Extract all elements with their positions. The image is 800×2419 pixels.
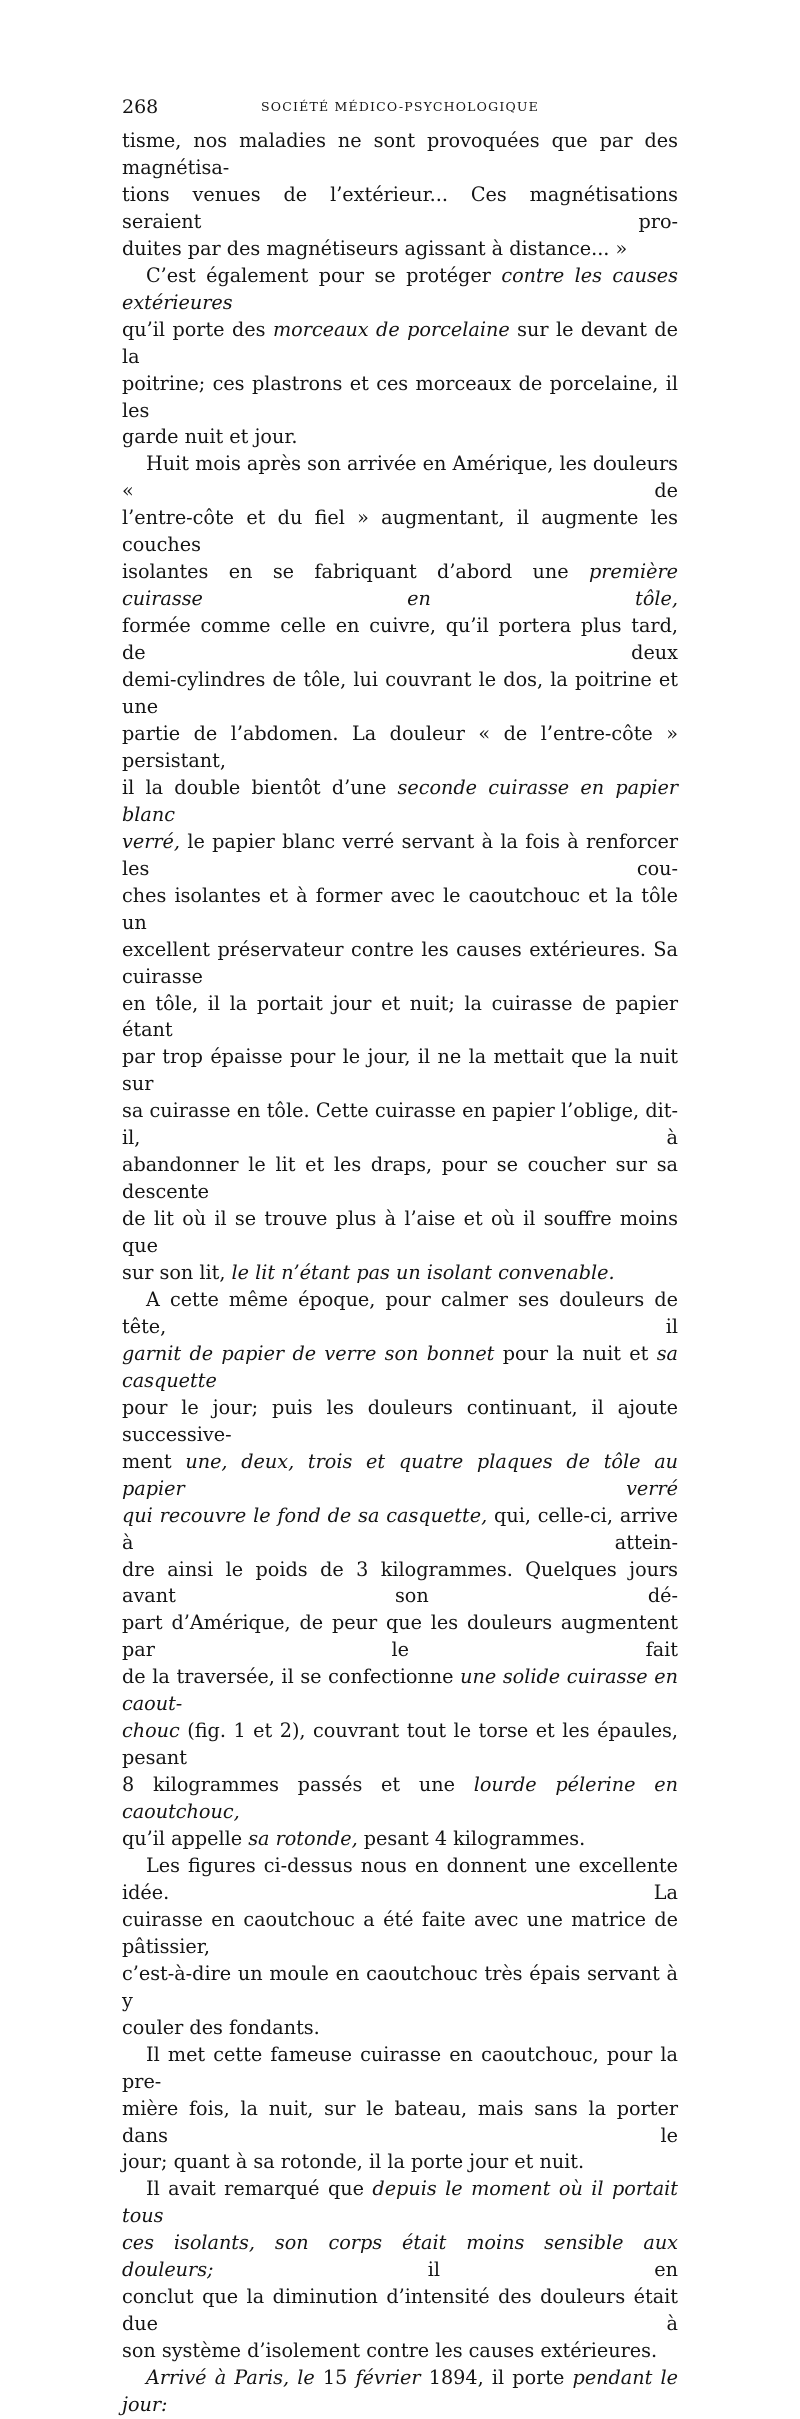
italic-text: première cuirasse en tôle, <box>122 560 678 611</box>
text-run: tisme, nos maladies ne sont provoquées que par des magnétisa- <box>122 129 678 179</box>
italic-text: le lit n’étant pas un isolant convenable. <box>231 1261 615 1285</box>
text-line <box>122 1260 678 1287</box>
text-run: cuirasse en caoutchouc a été faite avec une matrice de pâtissier, <box>122 1907 678 1958</box>
text-line <box>122 1557 678 1611</box>
text-run: isolantes en se fabriquant d’abord une <box>122 560 589 584</box>
paragraph <box>122 128 678 263</box>
text-run: formée comme celle en cuivre, qu’il portera plus tard, de deux <box>122 614 678 665</box>
text-line <box>122 1907 678 1961</box>
text-run: tions venues de l’extérieur... Ces magnétisations seraient pro- <box>122 182 678 233</box>
text-run: Huit mois après son arrivée en Amérique, les douleurs « de <box>122 452 678 503</box>
text-line <box>122 2365 678 2419</box>
italic-text: verré, <box>122 829 180 853</box>
text-run: qui, celle-ci, arrive à attein- <box>122 1503 678 1554</box>
text-run: ches isolantes et à former avec le caoutchouc et la tôle un <box>122 883 678 934</box>
text-run: Les figures ci-dessus nous en donnent une excellente idée. La <box>122 1854 678 1904</box>
paragraph <box>122 2365 678 2419</box>
text-line <box>122 2042 678 2096</box>
italic-text: une, deux, trois et quatre plaques de tôle au papier verré <box>122 1449 678 1500</box>
italic-text: seconde cuirasse en papier blanc <box>122 775 678 826</box>
text-line <box>122 883 678 937</box>
text-line <box>122 1044 678 1098</box>
text-line <box>122 1718 678 1772</box>
text-line <box>122 182 678 236</box>
text-line <box>122 2096 678 2150</box>
text-line <box>122 1449 678 1503</box>
text-line <box>122 128 678 182</box>
text-line <box>122 2284 678 2338</box>
text-line <box>122 451 678 505</box>
text-run: 15 <box>314 2366 356 2390</box>
page-header <box>122 92 678 122</box>
text-run: Il met cette fameuse cuirasse en caoutchouc, pour la pre- <box>122 2042 678 2093</box>
text-run: A cette même époque, pour calmer ses douleurs de tête, il <box>122 1287 678 1338</box>
italic-text: morceaux de porcelaine <box>272 317 510 341</box>
italic-text: Arrivé à Paris, le <box>146 2366 315 2390</box>
text-run: (fig. 1 et 2), couvrant tout le torse et les épaules, pesant <box>122 1719 678 1770</box>
text-run: de la traversée, il se confectionne <box>122 1665 461 1689</box>
text-line <box>122 1152 678 1206</box>
text-run: c’est-à-dire un moule en caoutchouc très épais servant à y <box>122 1961 678 2012</box>
italic-text: ces isolants, son corps était moins sensible aux douleurs; <box>122 2231 678 2282</box>
text-run: couler des fondants. <box>122 2015 320 2039</box>
text-run: dre ainsi le poids de 3 kilogrammes. Quelques jours avant son dé- <box>122 1557 678 1608</box>
text-line <box>122 424 678 451</box>
text-line <box>122 1826 678 1853</box>
text-line <box>122 613 678 667</box>
text-run: il la double bientôt d’une <box>122 775 398 799</box>
text-run: pour le jour; puis les douleurs continuant, il ajoute successive- <box>122 1395 678 1446</box>
text-run: sa cuirasse en tôle. Cette cuirasse en papier l’oblige, dit-il, à <box>122 1099 678 1150</box>
italic-text: sa rotonde, <box>248 1827 358 1851</box>
text-run: ment <box>122 1449 186 1473</box>
text-run: l’entre-côte et du fiel » augmentant, il augmente les couches <box>122 506 678 557</box>
text-run: jour; quant à sa rotonde, il la porte jour et nuit. <box>122 2150 585 2174</box>
text-line <box>122 1287 678 1341</box>
text-run: garde nuit et jour. <box>122 425 298 449</box>
text-line <box>122 1395 678 1449</box>
text-line <box>122 1610 678 1664</box>
italic-text: février <box>355 2366 421 2390</box>
text-line <box>122 1503 678 1557</box>
text-run: excellent préservateur contre les causes extérieures. Sa cuirasse <box>122 937 678 988</box>
text-run: pesant 4 kilogrammes. <box>357 1827 586 1851</box>
paragraph <box>122 2176 678 2365</box>
text-run: sur le devant de la <box>122 317 679 368</box>
text-line <box>122 2149 678 2176</box>
text-run: 8 kilogrammes passés et une <box>122 1773 474 1797</box>
text-line <box>122 2338 678 2365</box>
text-run: qu’il porte des <box>122 317 273 341</box>
text-line <box>122 937 678 991</box>
text-run: C’est également pour se protéger <box>146 263 502 287</box>
text-run: de lit où il se trouve plus à l’aise et où il souffre moins que <box>122 1207 678 1258</box>
text-line <box>122 667 678 721</box>
text-run: partie de l’abdomen. La douleur « de l’entre-côte » persistant, <box>122 721 678 772</box>
text-run: le papier blanc verré servant à la fois à renforcer les cou- <box>122 829 678 880</box>
paragraph <box>122 451 678 1287</box>
text-line <box>122 559 678 613</box>
paragraph <box>122 2042 678 2177</box>
italic-text: garnit de papier de verre son bonnet <box>122 1341 495 1365</box>
text-line <box>122 317 678 371</box>
page-number: 268 <box>122 96 159 118</box>
paragraph <box>122 263 678 452</box>
text-line <box>122 991 678 1045</box>
text-line <box>122 2176 678 2230</box>
text-line <box>122 1098 678 1152</box>
text-run: mière fois, la nuit, sur le bateau, mais sans la porter dans le <box>122 2096 678 2147</box>
text-line <box>122 1206 678 1260</box>
text-run: 1894, il porte <box>420 2366 573 2390</box>
paragraph <box>122 1287 678 1853</box>
italic-text: depuis le moment où il portait tous <box>122 2177 678 2228</box>
text-line <box>122 236 678 263</box>
text-line <box>122 371 678 425</box>
text-run: abandonner le lit et les draps, pour se coucher sur sa descente <box>122 1153 678 1204</box>
body-text <box>122 128 678 2419</box>
text-line <box>122 1341 678 1395</box>
italic-text: lourde pélerine en caoutchouc, <box>122 1773 678 1824</box>
text-line <box>122 1961 678 2015</box>
text-line <box>122 505 678 559</box>
text-run: il en <box>213 2258 678 2282</box>
text-run: Il avait remarqué que <box>146 2177 373 2201</box>
text-run: poitrine; ces plastrons et ces morceaux de porcelaine, il les <box>122 371 678 422</box>
running-title: SOCIÉTÉ MÉDICO-PSYCHOLOGIQUE <box>261 99 539 114</box>
italic-text: qui recouvre le fond de sa casquette, <box>122 1503 488 1527</box>
text-line <box>122 263 678 317</box>
text-run: part d’Amérique, de peur que les douleurs augmentent par le fait <box>122 1611 678 1662</box>
text-line <box>122 1664 678 1718</box>
italic-text: contre les causes extérieures <box>122 263 678 314</box>
text-line <box>122 2015 678 2042</box>
italic-text: pendant le jour: <box>122 2366 678 2417</box>
text-run: duites par des magnétiseurs agissant à distance... » <box>122 236 628 260</box>
text-line <box>122 721 678 775</box>
text-run: demi-cylindres de tôle, lui couvrant le dos, la poitrine et une <box>122 668 678 719</box>
text-line <box>122 775 678 829</box>
text-line <box>122 829 678 883</box>
paragraph <box>122 1853 678 2042</box>
text-line <box>122 1772 678 1826</box>
italic-text: une solide cuirasse en caout- <box>122 1665 678 1716</box>
text-run: par trop épaisse pour le jour, il ne la mettait que la nuit sur <box>122 1045 678 1096</box>
italic-text: sa casquette <box>122 1341 678 1392</box>
text-run: qu’il appelle <box>122 1827 249 1851</box>
text-run: son système d’isolement contre les causes extérieures. <box>122 2339 658 2363</box>
text-run: en tôle, il la portait jour et nuit; la cuirasse de papier étant <box>122 991 678 1042</box>
text-run: pour la nuit et <box>494 1341 657 1365</box>
text-run: conclut que la diminution d’intensité des douleurs était due à <box>122 2285 678 2336</box>
text-run: sur son lit, <box>122 1261 232 1285</box>
text-line <box>122 1853 678 1907</box>
text-line <box>122 2230 678 2284</box>
italic-text: chouc <box>122 1719 180 1743</box>
